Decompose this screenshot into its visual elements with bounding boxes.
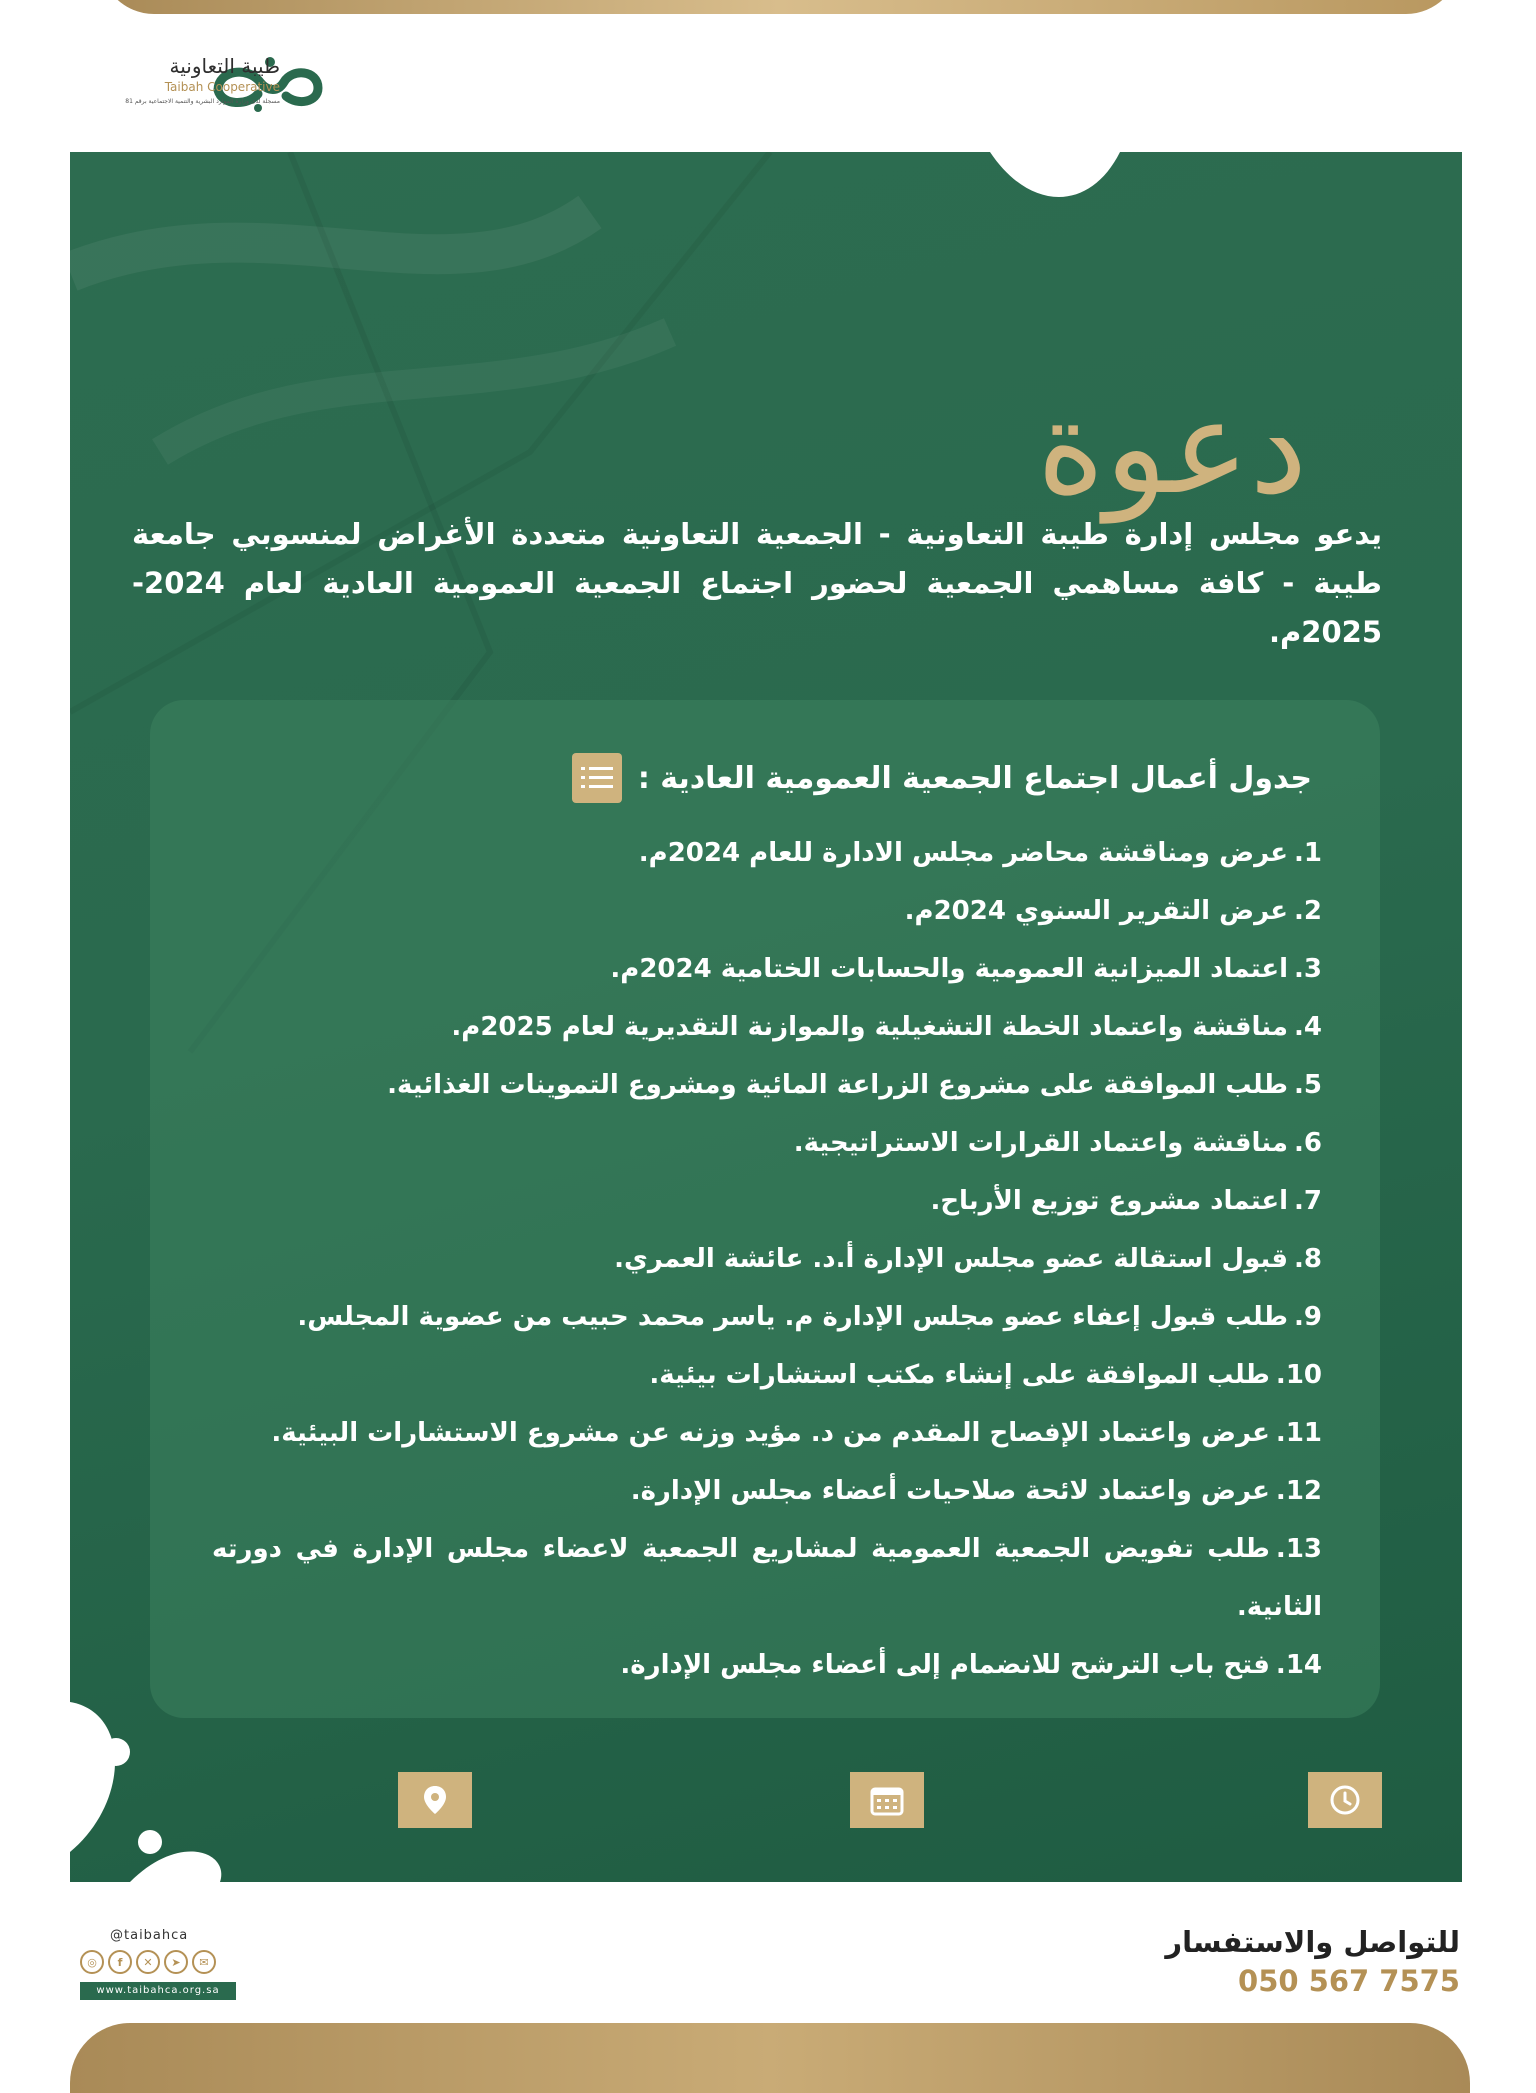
list-icon [572,753,622,803]
agenda-item-text: طلب تفويض الجمعية العمومية لمشاريع الجمعية لاعضاء مجلس الإدارة في دورته الثانية. [212,1534,1322,1622]
contact-title: للتواصل والاستفسار [1165,1925,1460,1959]
logo-name-ar: طيبة التعاونية [169,54,280,78]
instagram-icon[interactable]: ◎ [80,1950,104,1974]
agenda-item-number: 10. [1275,1360,1322,1390]
agenda-item [212,1172,1322,1230]
logo-name-en: Taibah Cooperative [164,80,280,94]
agenda-item-text: اعتماد الميزانية العمومية والحسابات الختامية 2024م. [610,954,1289,984]
agenda-title: جدول أعمال اجتماع الجمعية العمومية العادية : [637,760,1312,796]
agenda-item [212,1114,1322,1172]
agenda-list [212,824,1322,1694]
agenda-item-text: اعتماد مشروع توزيع الأرباح. [930,1186,1289,1216]
agenda-item-text: مناقشة واعتماد القرارات الاستراتيجية. [793,1128,1289,1158]
agenda-item [212,1346,1322,1404]
invitation-panel [70,152,1462,1882]
location-icon [398,1772,472,1828]
agenda-item-number: 9. [1294,1302,1322,1332]
top-gold-banner [100,0,1460,14]
agenda-item-number: 3. [1294,954,1322,984]
title-text: دعوة [1036,371,1308,523]
agenda-item-number: 14. [1275,1650,1322,1680]
telegram-icon[interactable]: ➤ [164,1950,188,1974]
agenda-item [212,824,1322,882]
agenda-header [572,753,1312,803]
agenda-item-text: طلب الموافقة على مشروع الزراعة المائية ومشروع التموينات الغذائية. [387,1070,1289,1100]
agenda-item [212,1520,1322,1636]
agenda-item-text: عرض التقرير السنوي 2024م. [904,896,1289,926]
logo-subtitle: مسجلة لدى وزارة الموارد البشرية والتنمية الاجتماعية برقم 81 [125,98,280,105]
agenda-item-number: 4. [1294,1012,1322,1042]
agenda-item-text: مناقشة واعتماد الخطة التشغيلية والموازنة التقديرية لعام 2025م. [451,1012,1289,1042]
calendar-icon [850,1772,924,1828]
agenda-item [212,940,1322,998]
agenda-item-number: 7. [1294,1186,1322,1216]
agenda-item [212,998,1322,1056]
x-icon[interactable]: ✕ [136,1950,160,1974]
social-icons [80,1950,216,1974]
agenda-item-text: عرض واعتماد الإفصاح المقدم من د. مؤيد وزنه عن مشروع الاستشارات البيئية. [271,1418,1270,1448]
agenda-item [212,1404,1322,1462]
agenda-item-number: 2. [1294,896,1322,926]
agenda-item [212,1056,1322,1114]
clock-icon [1308,1772,1382,1828]
meeting-info [70,1772,1462,1832]
agenda-item [212,1636,1322,1694]
agenda-item-number: 5. [1294,1070,1322,1100]
agenda-item-text: طلب الموافقة على إنشاء مكتب استشارات بيئية. [649,1360,1270,1390]
agenda-item-text: طلب قبول إعفاء عضو مجلس الإدارة م. ياسر محمد حبيب من عضوية المجلس. [297,1302,1289,1332]
facebook-icon[interactable]: f [108,1950,132,1974]
agenda-item [212,1230,1322,1288]
logo [82,52,352,120]
agenda-item-number: 11. [1275,1418,1322,1448]
email-icon[interactable]: ✉ [192,1950,216,1974]
intro-text: يدعو مجلس إدارة طيبة التعاونية - الجمعية التعاونية متعددة الأغراض لمنسوبي جامعة طيبة - كافة مساهمي الجمعية لحضور اجتماع الجمعية العمومية العادية لعام 2024- 2025م. [132,517,1382,649]
bottom-gold-banner [70,2023,1470,2093]
agenda-item [212,1288,1322,1346]
agenda-item-text: قبول استقالة عضو مجلس الإدارة أ.د. عائشة العمري. [614,1244,1289,1274]
agenda-item-number: 6. [1294,1128,1322,1158]
agenda-item-number: 13. [1275,1534,1322,1564]
agenda-item-number: 1. [1294,838,1322,868]
agenda-item [212,882,1322,940]
agenda-item-text: عرض واعتماد لائحة صلاحيات أعضاء مجلس الإدارة. [630,1476,1270,1506]
contact-phone[interactable]: 050 567 7575 [1238,1964,1460,1998]
agenda-item-number: 12. [1275,1476,1322,1506]
agenda-box [150,700,1380,1718]
social-handle[interactable]: @taibahca [110,1928,189,1943]
website-link[interactable]: www.taibahca.org.sa [80,1982,236,2000]
agenda-item-text: عرض ومناقشة محاضر مجلس الادارة للعام 2024م. [638,838,1289,868]
agenda-item [212,1462,1322,1520]
agenda-item-number: 8. [1294,1244,1322,1274]
agenda-item-text: فتح باب الترشح للانضمام إلى أعضاء مجلس الإدارة. [620,1650,1270,1680]
